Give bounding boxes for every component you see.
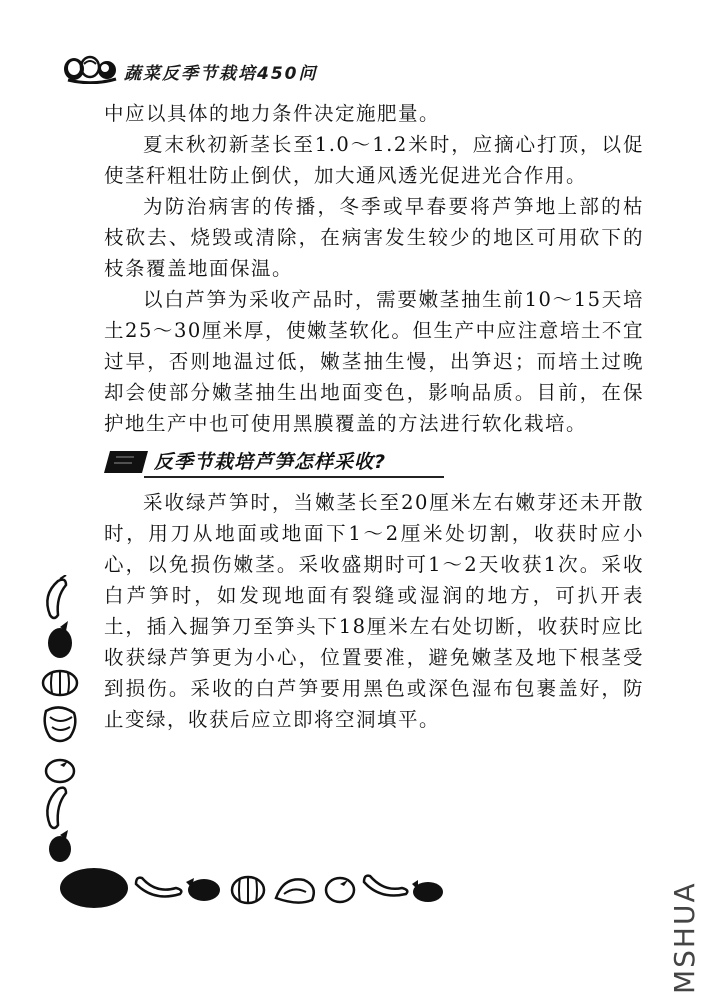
cabbage-icon	[276, 879, 314, 902]
running-header-title: 蔬菜反季节栽培450问	[124, 64, 318, 84]
section-underline	[144, 476, 444, 478]
paragraph: 中应以具体的地力条件决定施肥量。	[104, 102, 441, 125]
watermark-text: MSHUA	[668, 881, 701, 994]
paragraph: 为防治病害的传播，冬季或早春要将芦笋地上部的枯枝砍去、烧毁或清除，在病害发生较少的地区可用砍下的枝条覆盖地面保温。	[104, 195, 644, 280]
eggplant-icon	[49, 830, 71, 862]
page-header	[62, 52, 662, 86]
pumpkin-icon	[232, 877, 264, 903]
cucumber-icon	[47, 575, 66, 618]
cucumber-icon	[136, 878, 181, 897]
eggplant-icon	[48, 621, 72, 658]
cucumber-icon	[47, 788, 66, 828]
cucumber-icon	[364, 876, 407, 896]
paragraph: 采收绿芦笋时，当嫩茎长至20厘米左右嫩芽还未开散时，用刀从地面或地面下1～2厘米处切割，收获时应小心，以免损伤嫩茎。采收盛期时可1～2天收获1次。采收白芦笋时，如发现地面有裂缝或湿润的地方，可扒开表土，插入掘笋刀至笋头下18厘米左右处切断，收获时应比收获绿芦笋更为小心，位置要准，避免嫩茎及地下根茎受到损伤。采收的白芦笋要用黑色或深色湿布包裹盖好，防止变绿，收获后应立即将空洞填平。	[104, 491, 644, 731]
side-vegetable-decoration	[36, 575, 86, 865]
section-block-icon	[104, 449, 150, 475]
paragraph: 夏末秋初新茎长至1.0～1.2米时，应摘心打顶，以促使茎秆粗壮防止倒伏，加大通风透光促进光合作用。	[104, 133, 644, 187]
vegetable-cluster-icon	[62, 52, 120, 84]
tomato-icon	[326, 878, 354, 902]
eggplant-icon	[412, 880, 443, 902]
eggplant-icon	[186, 878, 220, 901]
section-title: 反季节栽培芦笋怎样采收?	[154, 451, 387, 473]
bottom-vegetable-decoration	[58, 864, 448, 912]
section-heading	[104, 443, 644, 479]
page-body	[104, 98, 644, 735]
tomato-icon	[46, 760, 74, 782]
cabbage-icon	[45, 707, 76, 741]
page-blob-icon	[60, 868, 128, 908]
pumpkin-icon	[43, 671, 77, 695]
paragraph: 以白芦笋为采收产品时，需要嫩茎抽生前10～15天培土25～30厘米厚，使嫩茎软化。但生产中应注意培土不宜过早，否则地温过低，嫩茎抽生慢，出笋迟；而培土过晚却会使部分嫩茎抽生出地面变色，影响品质。目前，在保护地生产中也可使用黑膜覆盖的方法进行软化栽培。	[104, 288, 644, 435]
